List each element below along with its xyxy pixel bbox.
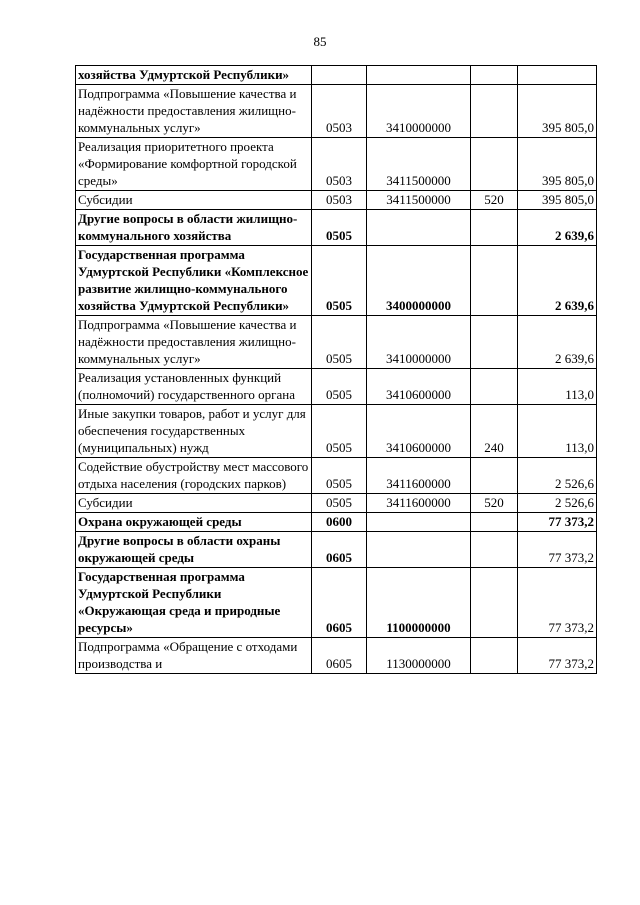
row-amount-cell: 395 805,0 bbox=[518, 138, 597, 191]
row-amount-cell bbox=[518, 66, 597, 85]
row-expense-type-cell: 520 bbox=[471, 494, 518, 513]
row-amount-cell: 2 639,6 bbox=[518, 246, 597, 316]
row-section-cell: 0505 bbox=[312, 494, 367, 513]
table-row bbox=[76, 513, 597, 532]
row-amount-cell: 2 526,6 bbox=[518, 458, 597, 494]
table-row bbox=[76, 369, 597, 405]
row-target-cell: 3400000000 bbox=[367, 246, 471, 316]
row-name-cell: Подпрограмма «Повышение качества и надёжности предоставления жилищно-коммунальных услуг» bbox=[76, 85, 312, 138]
row-name-cell: Иные закупки товаров, работ и услуг для обеспечения государственных (муниципальных) нужд bbox=[76, 405, 312, 458]
row-name-cell: Подпрограмма «Повышение качества и надёжности предоставления жилищно-коммунальных услуг» bbox=[76, 316, 312, 369]
row-name-cell: Подпрограмма «Обращение с отходами производства и bbox=[76, 638, 312, 674]
row-name-cell: Реализация приоритетного проекта «Формирование комфортной городской среды» bbox=[76, 138, 312, 191]
row-section-cell: 0503 bbox=[312, 191, 367, 210]
row-name-cell: Охрана окружающей среды bbox=[76, 513, 312, 532]
row-section-cell: 0505 bbox=[312, 210, 367, 246]
table-row bbox=[76, 532, 597, 568]
row-section-cell: 0600 bbox=[312, 513, 367, 532]
row-name-cell: Реализация установленных функций (полномочий) государственного органа bbox=[76, 369, 312, 405]
row-target-cell: 3411500000 bbox=[367, 191, 471, 210]
table-row bbox=[76, 494, 597, 513]
row-section-cell: 0503 bbox=[312, 138, 367, 191]
row-name-cell: Государственная программа Удмуртской Республики «Окружающая среда и природные ресурсы» bbox=[76, 568, 312, 638]
row-amount-cell: 113,0 bbox=[518, 369, 597, 405]
row-amount-cell: 2 639,6 bbox=[518, 210, 597, 246]
row-amount-cell: 77 373,2 bbox=[518, 568, 597, 638]
row-expense-type-cell bbox=[471, 85, 518, 138]
row-section-cell: 0505 bbox=[312, 369, 367, 405]
row-target-cell bbox=[367, 513, 471, 532]
row-amount-cell: 2 639,6 bbox=[518, 316, 597, 369]
row-expense-type-cell bbox=[471, 316, 518, 369]
row-expense-type-cell bbox=[471, 246, 518, 316]
table-row bbox=[76, 210, 597, 246]
budget-table bbox=[75, 65, 597, 674]
row-target-cell bbox=[367, 210, 471, 246]
table-row bbox=[76, 191, 597, 210]
row-expense-type-cell bbox=[471, 568, 518, 638]
row-expense-type-cell: 240 bbox=[471, 405, 518, 458]
row-amount-cell: 2 526,6 bbox=[518, 494, 597, 513]
row-expense-type-cell bbox=[471, 66, 518, 85]
row-target-cell bbox=[367, 66, 471, 85]
row-section-cell: 0503 bbox=[312, 85, 367, 138]
row-expense-type-cell bbox=[471, 458, 518, 494]
row-section-cell: 0505 bbox=[312, 458, 367, 494]
table-row bbox=[76, 85, 597, 138]
row-name-cell: Субсидии bbox=[76, 494, 312, 513]
row-target-cell bbox=[367, 532, 471, 568]
row-target-cell: 3411500000 bbox=[367, 138, 471, 191]
row-target-cell: 3411600000 bbox=[367, 494, 471, 513]
row-section-cell: 0605 bbox=[312, 638, 367, 674]
row-target-cell: 3411600000 bbox=[367, 458, 471, 494]
row-section-cell: 0605 bbox=[312, 568, 367, 638]
row-name-cell: хозяйства Удмуртской Республики» bbox=[76, 66, 312, 85]
row-name-cell: Содействие обустройству мест массового отдыха населения (городских парков) bbox=[76, 458, 312, 494]
row-target-cell: 1100000000 bbox=[367, 568, 471, 638]
table-row bbox=[76, 638, 597, 674]
row-target-cell: 3410600000 bbox=[367, 405, 471, 458]
row-target-cell: 3410000000 bbox=[367, 316, 471, 369]
row-target-cell: 1130000000 bbox=[367, 638, 471, 674]
row-target-cell: 3410000000 bbox=[367, 85, 471, 138]
row-expense-type-cell bbox=[471, 210, 518, 246]
row-expense-type-cell bbox=[471, 532, 518, 568]
row-expense-type-cell bbox=[471, 369, 518, 405]
table-row bbox=[76, 138, 597, 191]
table-row bbox=[76, 568, 597, 638]
row-target-cell: 3410600000 bbox=[367, 369, 471, 405]
row-expense-type-cell: 520 bbox=[471, 191, 518, 210]
row-name-cell: Субсидии bbox=[76, 191, 312, 210]
row-section-cell: 0505 bbox=[312, 246, 367, 316]
table-row bbox=[76, 405, 597, 458]
table-row bbox=[76, 246, 597, 316]
row-expense-type-cell bbox=[471, 638, 518, 674]
row-amount-cell: 77 373,2 bbox=[518, 532, 597, 568]
row-name-cell: Другие вопросы в области охраны окружающей среды bbox=[76, 532, 312, 568]
row-section-cell: 0505 bbox=[312, 405, 367, 458]
row-amount-cell: 77 373,2 bbox=[518, 638, 597, 674]
row-amount-cell: 395 805,0 bbox=[518, 191, 597, 210]
row-name-cell: Другие вопросы в области жилищно-коммунального хозяйства bbox=[76, 210, 312, 246]
table-row bbox=[76, 316, 597, 369]
table-row bbox=[76, 458, 597, 494]
row-amount-cell: 395 805,0 bbox=[518, 85, 597, 138]
row-section-cell bbox=[312, 66, 367, 85]
budget-table-body bbox=[76, 66, 597, 674]
row-section-cell: 0505 bbox=[312, 316, 367, 369]
row-expense-type-cell bbox=[471, 513, 518, 532]
row-amount-cell: 113,0 bbox=[518, 405, 597, 458]
row-expense-type-cell bbox=[471, 138, 518, 191]
table-row bbox=[76, 66, 597, 85]
row-section-cell: 0605 bbox=[312, 532, 367, 568]
page-number: 85 bbox=[313, 34, 327, 49]
row-name-cell: Государственная программа Удмуртской Республики «Комплексное развитие жилищно-коммунального хозяйства Удмуртской Республики» bbox=[76, 246, 312, 316]
row-amount-cell: 77 373,2 bbox=[518, 513, 597, 532]
